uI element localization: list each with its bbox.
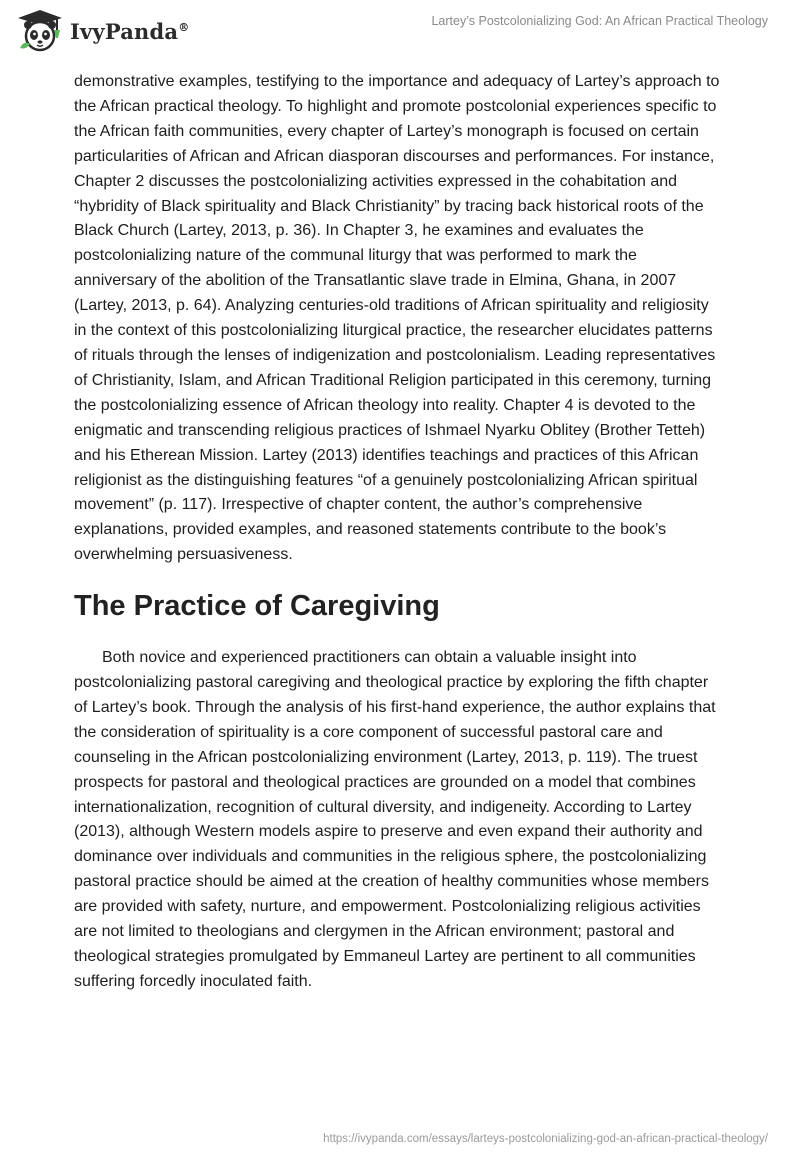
brand-name: IvyPanda®: [70, 18, 190, 44]
ivypanda-logo[interactable]: [14, 8, 194, 54]
section-heading: The Practice of Caregiving: [74, 590, 440, 623]
panda-graduate-icon: [14, 8, 66, 54]
document-body: [74, 70, 724, 995]
document-running-title: Lartey’s Postcolonializing God: An African Practical Theology: [431, 14, 768, 28]
body-paragraph: Both novice and experienced practitioners can obtain a valuable insight into postcolonializing pastoral caregiving and theological practice by exploring the fifth chapter of Lartey’s book. Through the analysis of his first-hand experience, the author explains that the consideration of spirituality is a core component of successful pastoral care and counseling in the African postcolonializing environment (Lartey, 2013, p. 119). The truest prospects for pastoral and theological practices are grounded on a model that combines internationalization, recognition of cultural diversity, and indigeneity. According to Lartey (2013), although Western models aspire to preserve and even expand their authority and dominance over individuals and communities in the religious sphere, the postcolonializing pastoral practice should be aimed at the creation of healthy communities whose members are provided with safety, nurture, and empowerment. Postcolonializing religious activities are not limited to theologians and clergymen in the African environment; pastoral and theological strategies promulgated by Emmaneul Lartey are pertinent to all communities suffering forcedly inoculated faith.: [74, 649, 716, 990]
page-header: [0, 0, 800, 70]
body-paragraph: demonstrative examples, testifying to the importance and adequacy of Lartey’s approach to the African practical theology. To highlight and promote postcolonial experiences specific to the African faith communities, every chapter of Lartey’s monograph is focused on certain particularities of African and African diasporan discourses and performances. For instance, Chapter 2 discusses the postcolonializing activities expressed in the cohabitation and “hybridity of Black spirituality and Black Christianity” by tracing back historical roots of the Black Church (Lartey, 2013, p. 36). In Chapter 3, he examines and evaluates the postcolonializing nature of the communal liturgy that was performed to mark the anniversary of the abolition of the Transatlantic slave trade in Elmina, Ghana, in 2007 (Lartey, 2013, p. 64). Analyzing centuries-old traditions of African spirituality and religiosity in the context of this postcolonializing liturgical practice, the researcher elucidates patterns of rituals through the lenses of indigenization and postcolonialism. Leading representatives of Christianity, Islam, and African Traditional Religion participated in this ceremony, turning the postcolonializing essence of African theology into reality. Chapter 4 is devoted to the enigmatic and transcending religious practices of Ishmael Nyarku Oblitey (Brother Tetteh) and his Etherean Mission. Lartey (2013) identifies teachings and practices of this African religionist as the distinguishing features “of a genuinely postcolonializing African spiritual movement” (p. 117). Irrespective of chapter content, the author’s comprehensive explanations, provided examples, and reasoned statements contribute to the book’s overwhelming persuasiveness.: [74, 73, 720, 564]
source-url[interactable]: https://ivypanda.com/essays/larteys-postcolonializing-god-an-african-practical-theology/: [323, 1133, 768, 1145]
